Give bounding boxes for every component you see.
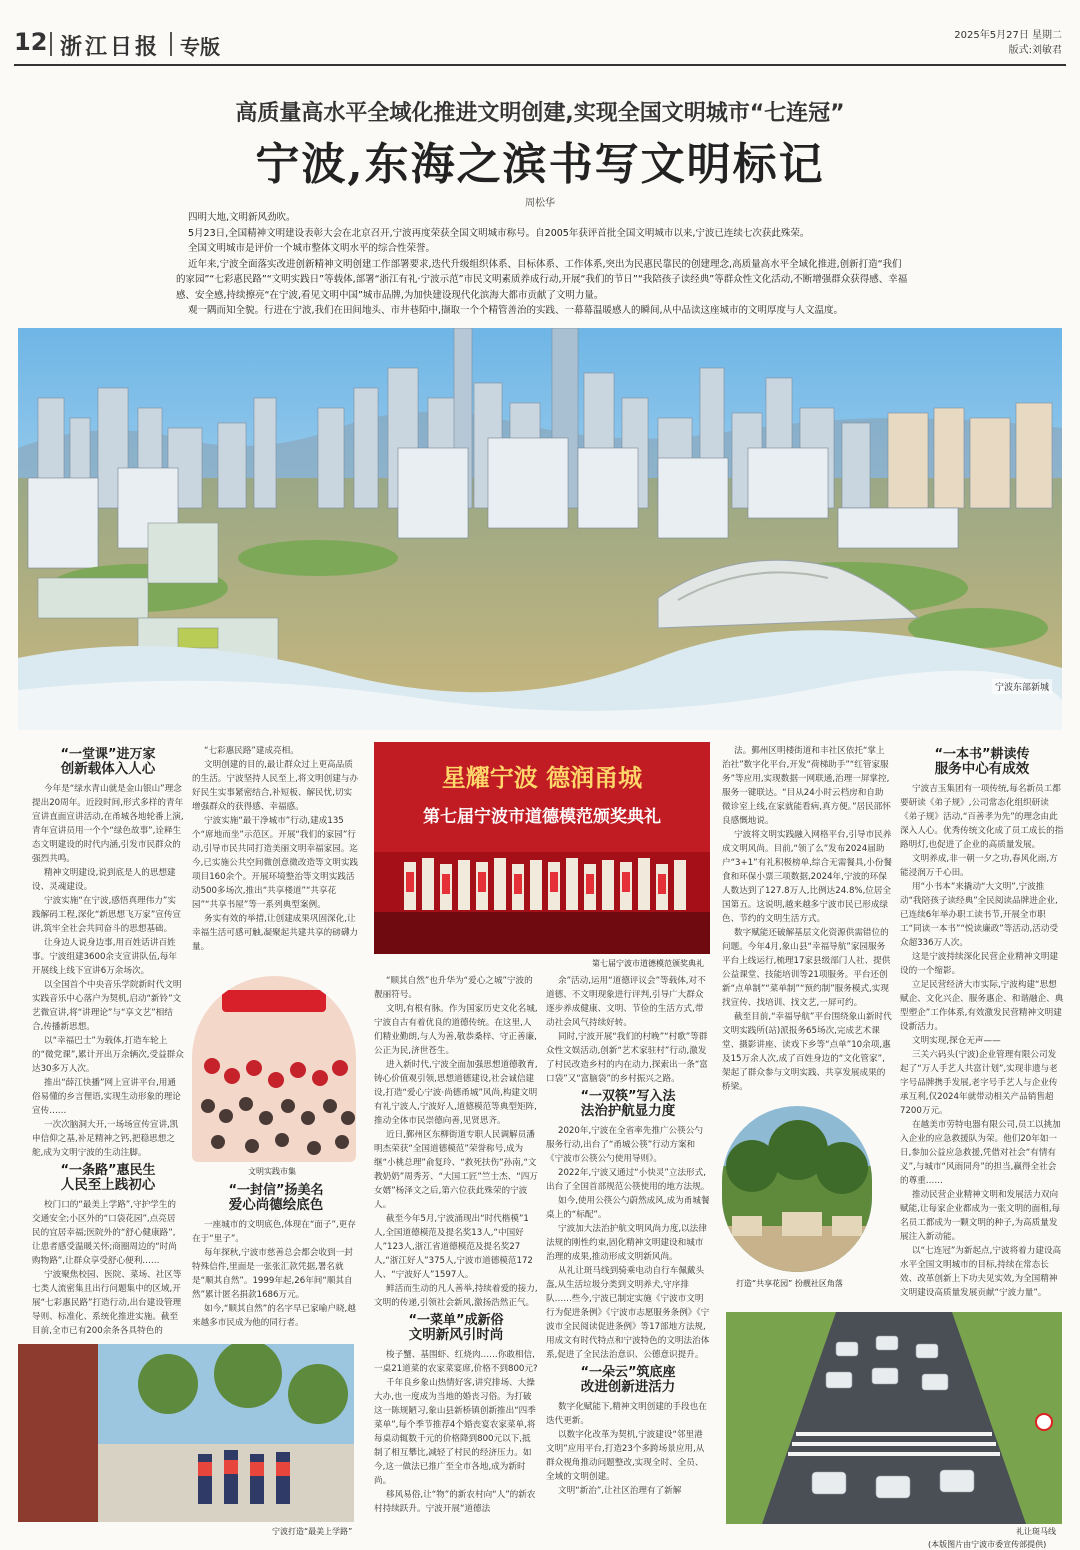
section-heading-line1: “一本书”耕读传 [934,747,1030,762]
section-heading [374,1314,538,1342]
masthead-divider [170,32,172,56]
section-heading-line1: “一朵云”筑底座 [580,1365,676,1380]
body-paragraph: 以“七连冠”为新起点,宁波将着力建设高水平全国文明城市的目标,持续在常态长效、改革创新上下功夫见实效,为全国精神文明建设高质量发展贡献“宁波力量”。 [900,1246,1062,1298]
photo-shared-garden [722,1106,872,1272]
intro-paragraph: 四明大地,文明新风劲吹。 [188,212,296,223]
body-paragraph: 推动民营企业精神文明和发展活力双向赋能,让每家企业都成为一张文明的面相,每名员工都成为一颗文明的种子,为高质量发展注入新动能。 [900,1190,1061,1242]
column-3a [374,974,538,1518]
body-paragraph: 宁波聚焦校园、医院、菜场、社区等七类人流密集且出行问题集中的区域,开展“七彩惠民路”打造行动,出台建设管理导则、标准化、系统化推进实施。截至目前,全市已有200余条各具特色的 [32,1270,182,1336]
body-paragraph: 同时,宁波开展“我们的村晚”“村歌”等群众性文娱活动,创新“艺术家驻村”行动,激发了村民改造乡村的内在动力,探索出一条“富口袋”又“富脑袋”的乡村振兴之路。 [546,1032,708,1084]
masthead-divider [50,32,52,56]
photo-caption: 打造“共享花园” 扮靓社区角落 [736,1279,843,1288]
article-byline: 周松华 [525,198,555,209]
section-heading [900,748,1064,776]
photo-beautiful-school-route [18,1344,354,1522]
article-headline: 宁波,东海之滨书写文明标记 [255,139,825,190]
issue-date: 2025年5月27日 星期二 [954,30,1062,41]
body-paragraph: 今年是“绿水青山就是金山银山”理念提出20周年。近段时间,形式多样的青年宣讲直面宣讲活动,在甬城各地轮番上演,青年宣讲员用一个个“绿色故事”,诠释生态文明建设的时代内涵,引发市民群众的强烈共鸣。 [32,784,184,864]
body-paragraph: 宁波实施“在宁波,感悟真理伟力”实践解码工程,深化“新思想飞万家”宣传宣讲,筑牢全社会共同奋斗的思想基础。 [32,896,182,934]
body-paragraph: 余”活动,运用“道德评议会”等载体,对不道德、不文明现象进行评判,引导广大群众逐步养成健康、文明、节俭的生活方式,带动社会风气持续好转。 [546,976,706,1028]
photo-caption: 宁波打造“最美上学路” [272,1527,353,1536]
body-paragraph: 宁波吉玉集团有一项传统,每名新员工都要研读《弟子规》,公司常态化组织研读《弟子规》活动,“百善孝为先”的理念由此深入人心。优秀传统文化成了员工成长的指路明灯,也促进了企业的高质量发展。 [900,784,1064,850]
section-heading-line2: 改进创新进活力 [580,1379,676,1395]
body-paragraph: 法。鄞州区明楼街道和丰社区依托“掌上治社”数字化平台,开发“荷梯助手”“红管家服务”等应用,实现数据一网联通,治理一屏掌控,服务一键联达。“目从24小时云档房和自助微诊室上线,在家就能看病,真方便。”居民邵怀良感慨地说。 [722,746,891,826]
body-paragraph: 截至目前,“幸福导航”平台围绕象山新时代文明实践所(站)派报务65场次,完成艺术课堂、摄影讲座、读戏下乡等“点单”10余项,惠及15万余人次,成了百姓身边的“文化管家”,架起了群众参与文明实践、共享发展成果的桥梁。 [722,1012,892,1092]
section-heading [32,1164,184,1192]
date-block [954,28,1062,58]
body-paragraph: 以全国首个中央音乐学院新时代文明实践音乐中心落户为契机,启动“新铃”文艺微宣讲,将“讲理论”与“享文艺”相结合,传播新思想。 [32,980,182,1032]
body-paragraph: 以“幸福巴士”为载体,打造车轮上的“微党课”,累计开出万余辆次,受益群众达30多万人次。 [32,1036,184,1074]
body-paragraph: 文明,有根有脉。作为国家历史文化名城,宁波自古有着优良的道德传统。在这里,人们精业勤朗,与人为善,敬恭桑梓、守正善廉,公正为民,济世苍生。 [374,1004,538,1056]
body-paragraph: 近日,鄞州区东柳街道专职人民调解员潘明杰荣获“全国道德模范”荣誉称号,成为继“小桃总理”俞复玲、“救死扶伤”孙南,“文教奶奶”周秀芳、“大国工匠”竺士杰、“四万女婿”杨泽文之后,第六位获此殊荣的宁波人。 [374,1130,538,1210]
body-paragraph: 梭子蟹、基围虾、红烧肉……你敢相信,一桌21道菜的农家菜宴席,价格不到800元? [374,1350,538,1374]
body-paragraph: 文明养成,非一朝一夕之功,春风化雨,方能浸润万千心田。 [900,854,1058,878]
section-heading-line2: 人民至上践初心 [60,1177,156,1193]
article-intro [176,210,911,319]
article-kicker: 高质量高水平全域化推进文明创建,实现全国文明城市“七连冠” [235,101,845,126]
ceremony-banner-top: 星耀宁波 德润甬城 [441,763,643,792]
body-paragraph: 宁波加大法治护航文明风尚力度,以法律法规的刚性约束,固化精神文明建设和城市治理的成果,推动形成文明新风尚。 [546,1224,707,1262]
body-paragraph: “七彩惠民路”建成亮相。 [204,746,299,756]
body-paragraph: “顺其自然”也升华为“爱心之城”宁波的靓丽符号。 [374,976,533,1000]
section-heading-line1: “一堂课”进万家 [60,747,156,762]
photo-zebra-crossing [726,1312,1062,1524]
body-paragraph: 精神文明建设,说到底是人的思想建设、灵魂建设。 [32,868,176,892]
masthead [14,26,1066,66]
body-paragraph: 移风易俗,让“物”的新农村向“人”的新农村持续跃升。宁波开展“道德法 [374,1490,536,1514]
body-paragraph: 进入新时代,宁波全面加强思想道德教育,铸心价值观引领,思想道德建设,社会诚信建设,打造“爱心宁波·尚德甬城”风尚,构建文明有礼宁波人,宁波好人,道德模范等典型矩阵,推动全体市民崇德向善,见贤思齐。 [374,1060,538,1126]
body-paragraph: 鲜活而生动的凡人善举,持续着爱的接力,文明的传递,引领社会新风,激扬浩然正气。 [374,1284,538,1308]
body-paragraph: 立足民营经济大市实际,宁波构建“思想赋企、文化兴企、服务惠企、和谐融企、典型塑企”工作体系,有效激发民营精神文明建设新活力。 [900,980,1064,1032]
body-paragraph: 文明实现,探仓无声—— [912,1036,1001,1046]
section-heading-line2: 法治护航显力度 [580,1103,676,1119]
body-paragraph: 文明“新治”,让社区治理有了新解 [558,1486,682,1496]
body-paragraph: 2022年,宁波又通过“小快灵”立法形式,出台了全国首部规范公筷使用的地方法规。 [546,1168,710,1192]
section-heading-line1: “一双筷”写入法 [580,1089,676,1104]
body-paragraph: 务实有效的举措,让创建成果巩固深化,让幸福生活可感可触,凝聚起共建共享的磅礴力量。 [192,914,359,952]
intro-paragraph: 近年来,宁波全面落实改进创新精神文明创建工作部署要求,迭代升级组织体系、目标体系、工作体系,突出为民惠民靠民的创建理念,高质量高水平全域化推进,创新打造“我们的家园”“七彩惠民路”“文明实践日”等载体,部署“浙江有礼·宁波示范”市民文明素质养成行动,开展“我们的节日”“我陪孩子读经典”等群众性文化活动,不断增强群众获得感、幸福感、安全感,持续擦亮“在宁波,看见文明中国”城市品牌,为加快建设现代化滨海大都市贡献了文明力量。 [176,258,908,301]
body-paragraph: 以数字化改革为契机,宁波建设“邻里港文明”应用平台,打造23个多跨场景应用,从群众视角推动问题整改,实现全时、全员、全域的文明创建。 [546,1430,705,1482]
photo-civilization-market [192,976,356,1162]
section-heading-line1: “一菜单”成新俗 [408,1313,504,1328]
body-paragraph: 如今,“顺其自然”的名字早已家喻户晓,越来越多市民成为他的同行者。 [192,1304,356,1328]
body-paragraph: 一次次脑洞大开,一场场宣传宣讲,凯申信仰之基,补足精神之钙,把稳思想之舵,成为文明宁波的生动注脚。 [32,1120,179,1158]
body-paragraph: 千年良乡象山热情好客,讲究排场、大操大办,也一度成为当地的婚丧习俗。为打破这一陈规陋习,象山县新桥镇创新推出“四季菜单”,每个季节推荐4个婚丧宴农家菜单,将每桌动辄数千元的价格降到800元以下,抵制了相互攀比,减轻了村民的经济压力。如今,这一做法已推广至全市各地,成为新时尚。 [374,1378,536,1486]
section-heading [192,1184,360,1212]
body-paragraph: 文明创建的目的,最让群众过上更高品质的生活。宁波坚持人民至上,将文明创建与办好民生实事紧密结合,补短板、解民忧,切实增强群众的获得感、幸福感。 [192,760,359,812]
section-heading-line2: 文明新风引时尚 [408,1327,504,1343]
body-paragraph: 推出“薛江快播”网上宣讲平台,用通俗易懂的乡言俚语,实现生动形象的理论宣传…… [32,1078,181,1116]
column-3b [546,974,710,1538]
hero-caption: 宁波东部新城 [992,679,1052,694]
photo-moral-model-ceremony [374,742,710,954]
section-heading [32,748,184,776]
body-paragraph: 宁波将文明实践融入网格平台,引导市民养成文明风尚。目前,“领了么”发布2024届助户“3+1”有礼积极榜单,综合无需餐具,小份餐食和环保小票三项数据,2024年,宁波的环保人数达到了127.8万人,比例达24.8%,位居全国第五。这说明,越来越多宁波市民已形成绿色、节约的文明生活方式。 [722,830,892,924]
column-1 [32,744,184,1344]
body-paragraph: 2020年,宁波在全省率先推广公筷公勺服务行动,出台了“甬城公筷”行动方案和《宁波市公筷公勺使用导则》。 [546,1126,703,1164]
body-paragraph: 数字化赋能下,精神文明创建的手段也在迭代更新。 [546,1402,707,1426]
column-2-top [192,744,360,974]
page-number: 12 [14,28,48,56]
intro-paragraph: 全国文明城市是评价一个城市整体文明水平的综合性荣誉。 [188,243,436,254]
section-heading-line1: “一条路”惠民生 [60,1163,156,1178]
photo-caption: 礼让斑马线 [1016,1527,1056,1536]
section-heading [546,1090,710,1118]
photo-credit: (本版图片由宁波市委宣传部提供) [928,1540,1047,1549]
intro-paragraph: 观一隅而知全貌。行进在宁波,我们在田间地头、市井巷陌中,撷取一个个精管善治的实践、一幕幕温暖感人的瞬间,从中品读这座城市的文明厚度与人文温度。 [188,305,844,316]
column-5 [900,744,1064,1304]
intro-paragraph: 5月23日,全国精神文明建设表彰大会在北京召开,宁波再度荣获全国文明城市称号。自2005年获评首批全国文明城市以来,宁波已连续七次获此殊荣。 [188,227,810,239]
section-heading [546,1366,710,1394]
ceremony-banner-bottom: 第七届宁波市道德模范颁奖典礼 [423,807,661,827]
body-paragraph: 这是宁波持续深化民营企业精神文明建设的一个缩影。 [900,952,1059,976]
photo-caption: 文明实践市集 [248,1167,296,1176]
photo-caption: 第七届宁波市道德模范颁奖典礼 [592,959,704,968]
body-paragraph: 校门口的“最美上学路”,守护学生的交通安全;小区外的“口袋花园”,点亮居民的宜居幸福;医院外的“舒心健康路”,让患者感受温暖关怀;商圈周边的“时尚购物路”,让群众享受舒心便利…… [32,1200,177,1266]
body-paragraph: 一座城市的文明底色,体现在“面子”,更存在于“里子”。 [192,1220,356,1244]
body-paragraph: 从礼让斑马线到骑乘电动自行车佩戴头盔,从生活垃圾分类到文明养犬,守序排队……些今,宁波已制定实施《宁波市文明行为促进条例》《宁波市志愿服务条例》《宁波市全民阅读促进条例》等17部地方法规,用成文有时代特点和宁波特色的文明法治体系,促进了全民法治意识、公德意识提升。 [546,1266,710,1360]
body-paragraph: 宁波实施“最干净城市”行动,建成135个“席地而坐”示范区。开展“我们的家园”行动,引导市民共同打造美丽文明幸福家园。迄今,已实施公共空间微创意微改造等文明实践项目160余个。开展环境整治等文明实践活动500多场次,推出“共享楼道”“共享花园”“共享书屋”等一系列典型案例。 [192,816,359,910]
body-paragraph: 三关六码头(宁波)企业管理有限公司发起了“万人手艺人共富计划”,实现非遗与老字号品牌携手发展,老字号手艺人与企业传承互利,仅2024年就带动相关产品销售超7200万元。 [900,1050,1058,1116]
column-4-top [722,744,892,1100]
section-name: 专版 [180,35,220,59]
body-paragraph: 数字赋能还破解基层文化资源供需错位的问题。今年4月,象山县“幸福导航”家园服务平台上线运行,梳理17家县级部门人社、提供公益课堂、技能培训等21项服务。平台还创新“点单制”“菜单制”“预约制”服务模式,实现找宣传、找培训、找文艺,一屏可约。 [722,928,891,1008]
body-paragraph: 让身边人说身边事,用百姓话讲百姓事。宁波组建3600余支宣讲队伍,每年开展线上线下宣讲6万余场次。 [32,938,177,976]
section-heading-line2: 创新载体入人心 [60,761,156,777]
layout-editor: 版式:刘敏君 [1008,45,1062,56]
paper-name: 浙江日报 [60,34,161,60]
section-heading-line1: “一封信”扬美名 [228,1183,324,1198]
column-2-bottom [192,1180,360,1334]
body-paragraph: 截至今年5月,宁波涌现出“时代楷模”1人,全国道德模范及提名奖13人,“中国好人”123人,浙江省道德模范及提名奖27人,“浙江好人”375人,宁波市道德模范172人、“宁波好人”1597人。 [374,1214,533,1280]
hero-photo-ningbo-skyline [18,328,1062,730]
body-paragraph: 每年探秋,宁波市慈善总会都会收到一封特殊信件,里面是一张张汇款凭据,署名就是“顺其自然”。1999年起,26年间“顺其自然”累计匿名捐款1686万元。 [192,1248,353,1300]
section-heading-line2: 服务中心有成效 [934,761,1030,777]
body-paragraph: 在越美市劳特电器有限公司,员工以挑加入企业的应急救援队为荣。他们20年如一日,参加公益应急救援,凭借对社会“有情有义”,与城市“风雨同舟”的担当,赢得全社会的尊重…… [900,1120,1061,1186]
body-paragraph: 用“小书本”来撬动“大文明”,宁波推动“我陪孩子读经典”全民阅读品牌进企业,已连续6年举办职工读书节,开展全市职工“同读一本书”“悦读廉政”等活动,活动受众超336万人次。 [900,882,1059,948]
section-heading-line2: 爱心尚德绘底色 [228,1197,324,1213]
body-paragraph: 如今,使用公筷公勺蔚然成风,成为甬城餐桌上的“标配”。 [546,1196,710,1220]
